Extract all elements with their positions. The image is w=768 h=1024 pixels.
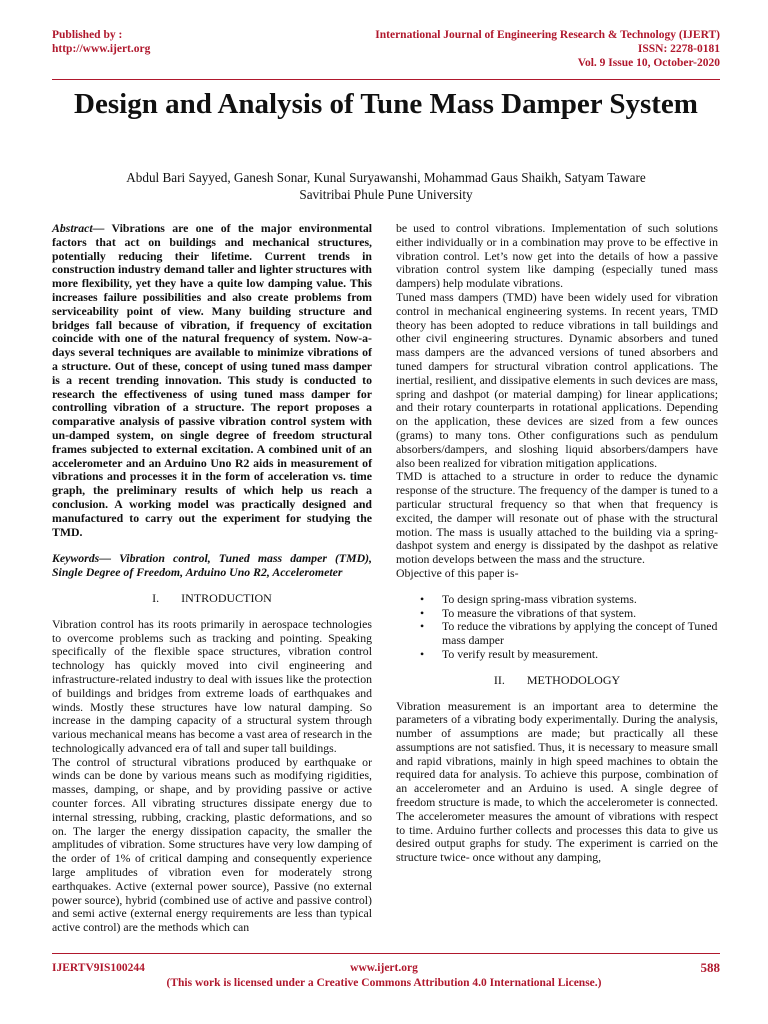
- publisher-url[interactable]: http://www.ijert.org: [52, 43, 151, 55]
- section-number: II.: [493, 672, 505, 687]
- footer-divider: [52, 953, 720, 954]
- keywords: [52, 552, 372, 580]
- journal-issn: ISSN: 2278-0181: [637, 43, 720, 55]
- list-item: • To measure the vibrations of that system.: [420, 605, 637, 620]
- objective-intro: Objective of this paper is-: [396, 565, 519, 580]
- publisher-label: Published by :: [52, 29, 123, 41]
- bullet-icon: •: [420, 605, 425, 620]
- bullet-icon: •: [420, 619, 425, 634]
- journal-header-right: [375, 28, 720, 70]
- author-list: Abdul Bari Sayyed, Ganesh Sonar, Kunal Suryawanshi, Mohammad Gaus Shaikh, Satyam Taware: [126, 170, 646, 185]
- section-heading-introduction: [52, 592, 372, 606]
- intro-paragraph-3: be used to control vibrations. Implementation of such solutions either individually or in a combination may prove to be effective in vibration control. Let’s now get into the details of how a passive vibration control system like damping (especially tuned mass dampers) help modulate vibrations.: [396, 221, 718, 291]
- paper-title: Design and Analysis of Tune Mass Damper System: [74, 88, 698, 120]
- abstract-lead: Abstract—: [52, 221, 105, 235]
- affiliation: Savitribai Phule Pune University: [299, 187, 473, 202]
- header-divider: [52, 79, 720, 80]
- objectives-list: [396, 593, 718, 662]
- intro-paragraph-1: Vibration control has its roots primarily in aerospace technologies to overcome problems such as tracking and pointing. Speaking specifically of the flexible space structures, vibration control technology has quickly moved into civil engineering and infrastructure-related industry to deal with issues like the protection of buildings and bridges from extreme loads of earthquakes and winds. Mostly these structures have low natural damping. So increase in the damping capacity of a structural system through various mechanical means has become a vast area of research in the technologically advanced era of tall and super tall buildings.: [52, 616, 373, 755]
- list-item: • To verify result by measurement.: [420, 646, 599, 661]
- intro-paragraph-4: Tuned mass dampers (TMD) have been widely used for vibration control in mechanical engineering systems. In recent years, TMD theory has been adopted to reduce vibrations in tall buildings and other civil engineering structures. Dynamic absorbers and tuned mass dampers are the advanced versions of tuned absorbers and tuned dampers for structural vibration control applications. The inertial, resilient, and dissipative elements in such devices are mass, spring and dashpot (or material damping) for linear applications; and their rotary counterparts in rotational applications. Depending on the application, these devices are sized from a few ounces (grams) to many tons. Other configurations such as pendulum absorbers/dampers, and sloshing liquid absorbers/dampers have also been realized for vibration mitigation applications.: [396, 289, 718, 470]
- paper-id: IJERTV9IS100244: [52, 962, 145, 974]
- footer-url[interactable]: www.ijert.org: [350, 962, 418, 974]
- journal-header-left: [52, 28, 150, 56]
- keywords-lead: Keywords—: [52, 551, 111, 566]
- intro-paragraph-5: TMD is attached to a structure in order to reduce the dynamic response of the structure. The frequency of the damper is tuned to a particular structural frequency so that when that frequency is excited, the damper will resonate out of phase with the structural motion. The mass is usually attached to the building via a spring-dashpot system and energy is dissipated by the dashpot as relative motion develops between the mass and the structure.: [396, 469, 718, 567]
- bullet-icon: •: [420, 646, 425, 661]
- methodology-paragraph-1: Vibration measurement is an important area to determine the parameters of a vibrating body experimentally. During the analysis, number of assumptions are made; but practically all these assumptions are not satisfied. Thus, it is necessary to measure small and rapid vibrations, mainly in high speed machines to obtain the required data for analysis. To achieve this purpose, combination of an accelerometer and an Arduino is used. A single degree of freedom structure is made, to which the accelerometer is connected. The accelerometer measures the amount of vibrations with respect to time. Arduino further collects and processes this data to give us desired output graphs for study. The experiment is carried on the structure twice- once without any damping,: [396, 698, 718, 865]
- section-title: INTRODUCTION: [181, 590, 272, 605]
- page-number: 588: [700, 960, 720, 975]
- right-column: [396, 222, 718, 865]
- abstract-text: Vibrations are one of the major environmental factors that act on buildings and mechanical structures, potentially reducing their lifetime. Current trends in construction industry demand taller and lighter structures with more flexibility, yet they have a quite low damping value. This increases failure possibilities and also create problems from serviceability point of view. Many building structure and bridges fall because of vibration, if frequency of excitation coincide with one of the natural frequency of system. Now-a-days several techniques are available to minimize vibrations of a structure. Out of these, concept of using tuned mass damper is a recent trending innovation. This study is conducted to research the effectiveness of using tuned mass damper for controlling vibration of a structure. The report proposes a comparative analysis of passive vibration control system with un-damped system, on single degree of freedom structural frames subjected to external excitation. A combined unit of an accelerometer and an Arduino Uno R2 aids in measurement of vibrations and processes it in the form of acceleration vs. time graph, the preliminary results of which help us reach a conclusion. A working model was practically designed and manufactured to carry out the experiment for studying the TMD.: [52, 221, 372, 539]
- journal-name: International Journal of Engineering Research & Technology (IJERT): [375, 29, 720, 41]
- list-item: • To design spring-mass vibration systems.: [420, 591, 637, 606]
- bullet-icon: •: [420, 591, 425, 606]
- author-block: [52, 169, 720, 203]
- list-item: • To reduce the vibrations by applying the concept of Tuned mass damper: [420, 619, 718, 648]
- section-heading-methodology: [396, 674, 718, 688]
- section-title: METHODOLOGY: [526, 672, 621, 687]
- journal-volume: Vol. 9 Issue 10, October-2020: [577, 57, 720, 69]
- left-column: [52, 222, 372, 935]
- abstract: [52, 222, 372, 539]
- section-number: I.: [152, 590, 160, 605]
- license-notice: (This work is licensed under a Creative Commons Attribution 4.0 International License.): [166, 977, 602, 989]
- intro-paragraph-2: The control of structural vibrations produced by earthquake or winds can be done by various means such as modifying rigidities, masses, damping, or shape, and by providing passive or active counter forces. All vibrating structures dissipate energy due to internal stressing, rubbing, cracking, plastic deformations, and so on. The larger the energy dissipation capacity, the smaller the amplitudes of vibration. Some structures have very low damping of the order of 1% of critical damping and consequently experience large amplitudes of vibration even for moderately strong earthquakes. Active (external power source), Passive (no external power source), hybrid (combined use of active and passive control) and semi active (external energy requirements are less than typical active control) are the methods which can: [52, 754, 372, 935]
- keywords-text: Vibration control, Tuned mass damper (TMD), Single Degree of Freedom, Arduino Uno R2, Accelerometer: [52, 551, 372, 580]
